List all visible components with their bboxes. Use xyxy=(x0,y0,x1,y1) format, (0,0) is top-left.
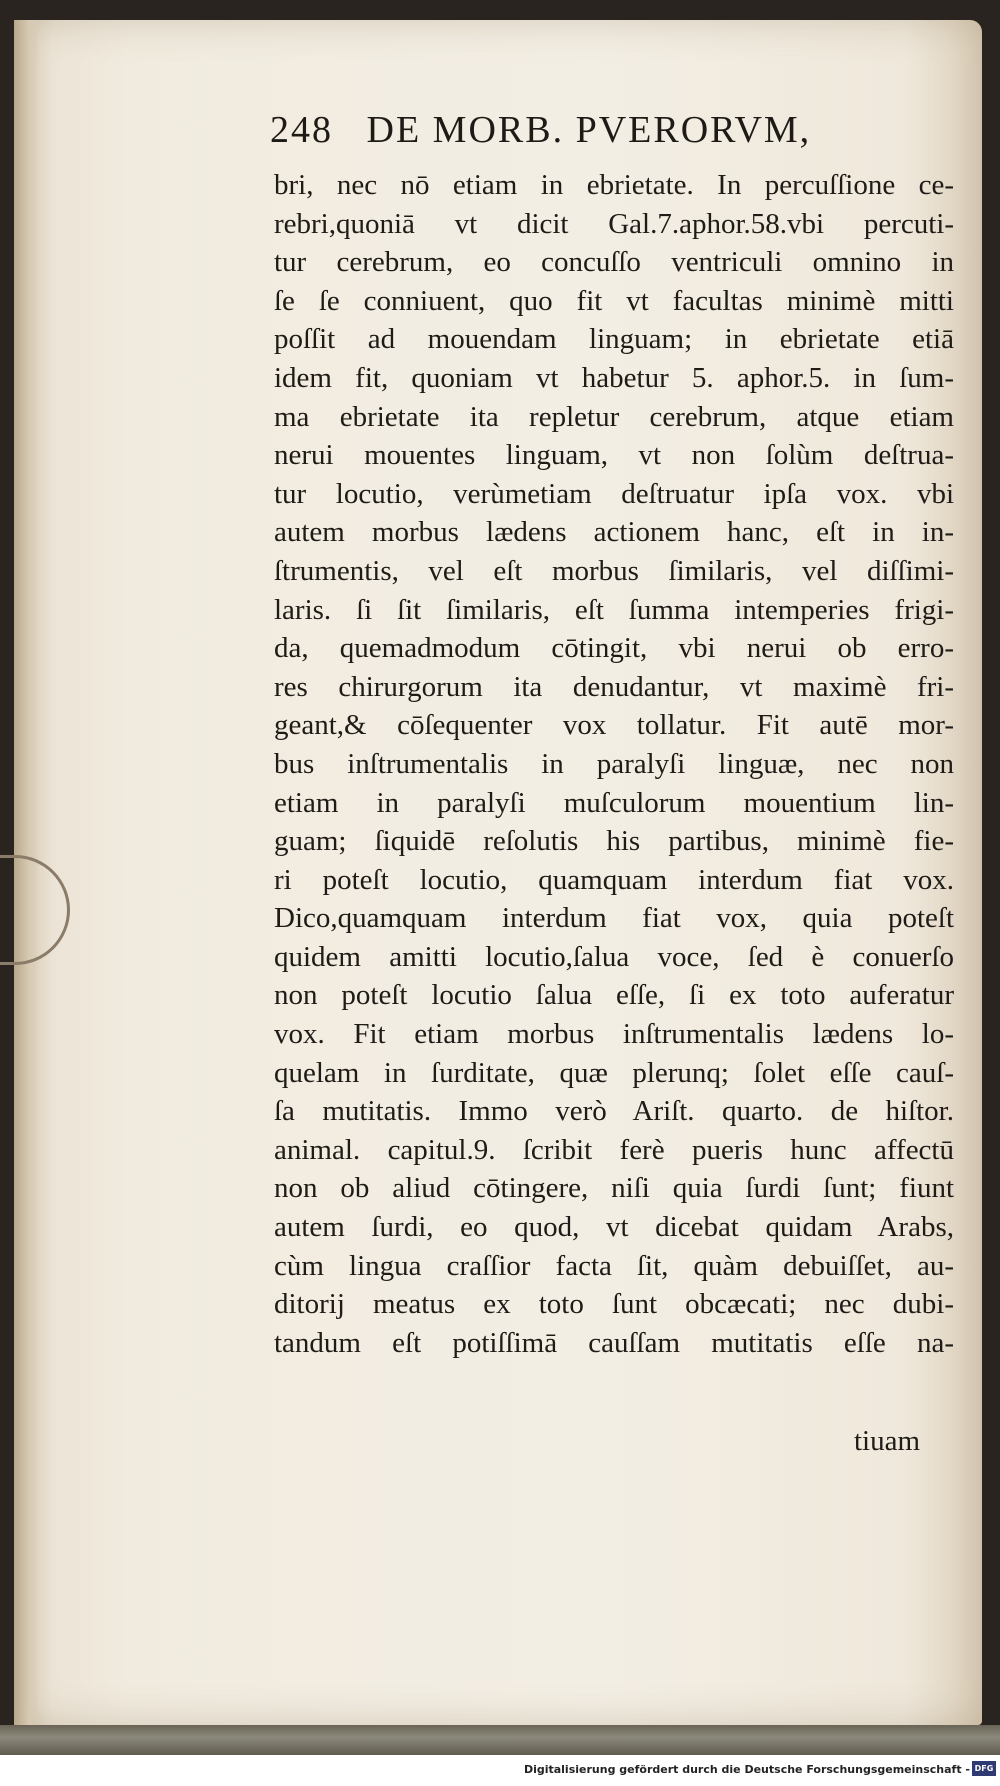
text-line: res chirurgorum ita denudantur, vt maximè fri- xyxy=(274,670,954,703)
text-line: Dico,quamquam interdum fiat vox, quia poteſt xyxy=(274,902,954,935)
text-line: ſe ſe conniuent, quo fit vt facultas minimè mitti xyxy=(274,284,954,317)
text-line: non ob aliud cōtingere, niſi quia ſurdi ſunt; fiunt xyxy=(274,1172,954,1205)
text-line: tur cerebrum, eo concuſſo ventriculi omnino in xyxy=(274,246,954,279)
text-line: ma ebrietate ita repletur cerebrum, atque etiam xyxy=(274,400,954,433)
text-line: tandum eſt potiſſimā cauſſam mutitatis eſſe na- xyxy=(274,1326,954,1359)
book-bottom-edge xyxy=(0,1725,1000,1755)
text-line: bus inſtrumentalis in paralyſi linguæ, nec non xyxy=(274,747,954,780)
text-line: autem morbus lædens actionem hanc, eſt in in- xyxy=(274,516,954,549)
page-number: 248 xyxy=(270,109,333,151)
text-line: ri poteſt locutio, quamquam interdum fiat vox. xyxy=(274,863,954,896)
text-line: cùm lingua craſſior facta ſit, quàm debuiſſet, au- xyxy=(274,1249,954,1282)
text-line: autem ſurdi, eo quod, vt dicebat quidam Arabs, xyxy=(274,1211,954,1244)
text-line: etiam in paralyſi muſculorum mouentium lin- xyxy=(274,786,954,819)
text-line: idem fit, quoniam vt habetur 5. aphor.5. in ſum- xyxy=(274,361,954,394)
funding-credit: Digitalisierung gefördert durch die Deutsche Forschungsgemeinschaft - xyxy=(523,1763,970,1776)
text-line: ſa mutitatis. Immo verò Ariſt. quarto. de hiſtor. xyxy=(274,1095,954,1128)
text-line: ditorij meatus ex toto ſunt obcæcati; nec dubi- xyxy=(274,1288,954,1321)
running-title: DE MORB. PVERORVM, xyxy=(366,109,812,151)
catchword: tiuam xyxy=(854,1425,921,1457)
text-line: vox. Fit etiam morbus inſtrumentalis lædens lo- xyxy=(274,1018,954,1051)
text-line: poſſit ad mouendam linguam; in ebrietate etiā xyxy=(274,323,954,356)
body-text xyxy=(274,166,954,1362)
text-line: nerui mouentes linguam, vt non ſolùm deſtrua- xyxy=(274,439,954,472)
text-line: quidem amitti locutio,ſalua voce, ſed è conuerſo xyxy=(274,940,954,973)
digitization-footer xyxy=(0,1755,1000,1786)
text-line: animal. capitul.9. ſcribit ferè pueris hunc affectū xyxy=(274,1133,954,1166)
dfg-logo-icon: DFG xyxy=(972,1761,996,1776)
text-line: quelam in ſurditate, quæ plerunq; ſolet eſſe cauſ- xyxy=(274,1056,954,1089)
text-line: geant,& cōſequenter vox tollatur. Fit autē mor- xyxy=(274,709,954,742)
text-line: da, quemadmodum cōtingit, vbi nerui ob erro- xyxy=(274,632,954,665)
text-line: non poteſt locutio ſalua eſſe, ſi ex toto auferatur xyxy=(274,979,954,1012)
text-line: ſtrumentis, vel eſt morbus ſimilaris, vel diſſimi- xyxy=(274,554,954,587)
text-line: tur locutio, verùmetiam deſtruatur ipſa vox. vbi xyxy=(274,477,954,510)
text-line: bri, nec nō etiam in ebrietate. In percuſſione ce- xyxy=(274,169,954,201)
running-head xyxy=(270,108,910,152)
text-line: guam; ſiquidē reſolutis his partibus, minimè fie- xyxy=(274,825,954,858)
text-line: laris. ſi ſit ſimilaris, eſt ſumma intemperies frigi- xyxy=(274,593,954,626)
text-line: rebri,quoniā vt dicit Gal.7.aphor.58.vbi percuti- xyxy=(274,207,954,240)
